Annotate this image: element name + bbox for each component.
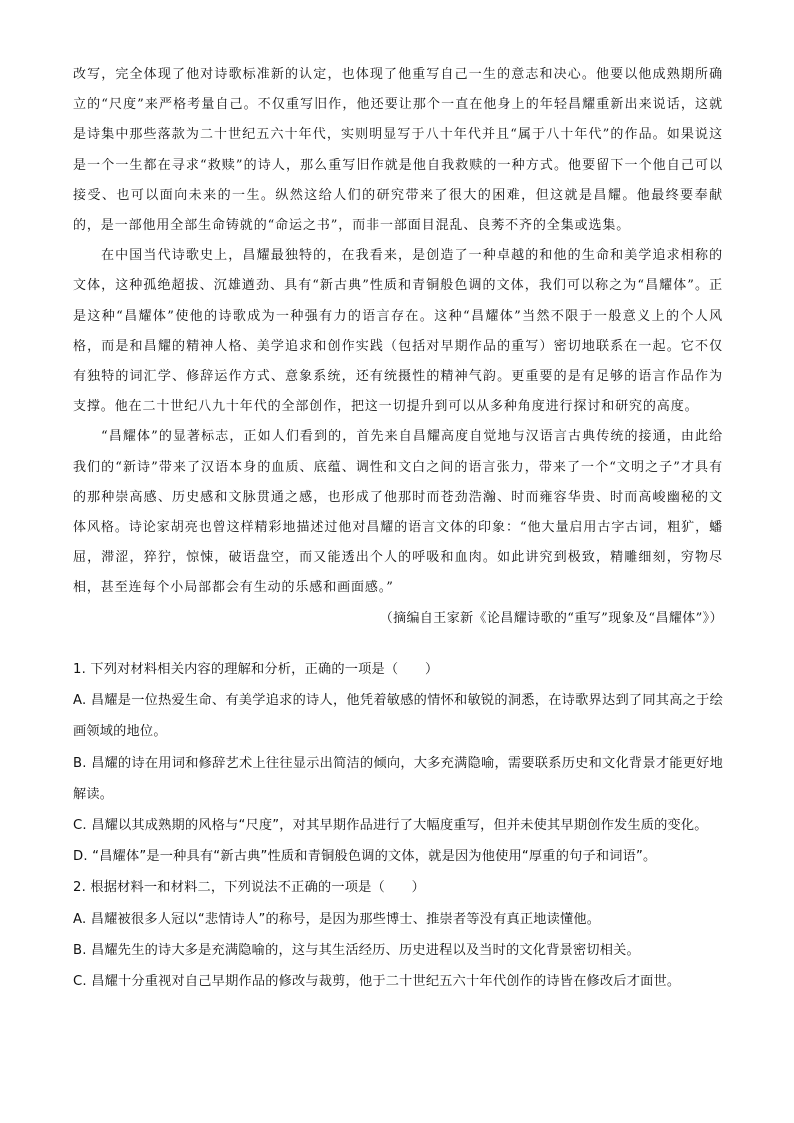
passage-source-citation: （摘编自王家新《论昌耀诗歌的“重写”现象及“昌耀体”》） [379, 610, 723, 626]
passage-paragraph-1: 改写，完全体现了他对诗歌标准新的认定，也体现了他重写自己一生的意志和决心。他要以他成熟期所确立的“尺度”来严格考量自己。不仅重写旧作，他还要让那个一直在他身上的年轻昌耀重新出来说话，这就是诗集中那些落款为二十世纪五六十年代，实则明显写于八十年代并且“属于八十年代”的作品。如果说这是一个一生都在寻求“救赎”的诗人，那么重写旧作就是他自我救赎的一种方式。他要留下一个他自己可以接受、也可以面向未来的一生。纵然这给人们的研究带来了很大的困难，但这就是昌耀。他最终要奉献的，是一部他用全部生命铸就的“命运之书”，而非一部面目混乱、良莠不齐的全集或选集。 [73, 67, 723, 234]
question-1-option-c: C. 昌耀以其成熟期的风格与“尺度”，对其早期作品进行了大幅度重写，但并未使其早期创作发生质的变化。 [73, 818, 708, 834]
question-1-stem: 1. 下列对材料相关内容的理解和分析，正确的一项是（ ） [73, 662, 439, 677]
question-1-option-a: A. 昌耀是一位热爱生命、有美学追求的诗人，他凭着敏感的情怀和敏锐的洞悉，在诗歌界达到了同其高之于绘画领域的地位。 [73, 693, 723, 740]
question-2-option-a: A. 昌耀被很多人冠以“悲情诗人”的称号，是因为那些博士、推崇者等没有真正地读懂他。 [73, 911, 601, 927]
question-section [73, 654, 723, 997]
passage-paragraph-3: “昌耀体”的显著标志，正如人们看到的，首先来自昌耀高度自觉地与汉语言古典传统的接通，由此给我们的“新诗”带来了汉语本身的血质、底蕴、调性和文白之间的语言张力，带来了一个“文明之子”才具有的那种崇高感、历史感和文脉贯通之感，也形成了他那时而苍劲浩瀚、时而雍容华贵、时而高峻幽秘的文体风格。诗论家胡亮也曾这样精彩地描述过他对昌耀的语言文体的印象：“他大量启用古字古词，粗犷，蟠屈，滞涩，猝狞，惊悚，破语盘空，而又能透出个人的呼吸和血肉。如此讲究到极致，精雕细刻，穷物尽相，甚至连每个小局部都会有生动的乐感和画面感。” [73, 429, 723, 596]
reading-passage [73, 60, 723, 634]
question-1-option-d: D. “昌耀体”是一种具有“新古典”性质和青铜般色调的文体，就是因为他使用“厚重的句子和词语”。 [73, 849, 657, 865]
question-1-option-b: B. 昌耀的诗在用词和修辞艺术上往往显示出简洁的倾向，大多充满隐喻，需要联系历史和文化背景才能更好地解读。 [73, 755, 723, 802]
question-2-stem: 2. 根据材料一和材料二，下列说法不正确的一项是（ ） [73, 880, 426, 896]
passage-paragraph-2: 在中国当代诗歌史上，昌耀最独特的，在我看来，是创造了一种卓越的和他的生命和美学追求相称的文体，这种孤绝超拔、沉雄遒劲、具有“新古典”性质和青铜般色调的文体，我们可以称之为“昌耀体”。正是这种“昌耀体”使他的诗歌成为一种强有力的语言存在。这种“昌耀体”当然不限于一般意义上的个人风格，而是和昌耀的精神人格、美学追求和创作实践（包括对早期作品的重写）密切地联系在一起。它不仅有独特的词汇学、修辞运作方式、意象系统，还有统摄性的精神气韵。更重要的是有足够的语言作品作为支撑。他在二十世纪八九十年代的全部创作，把这一切提升到可以从多种角度进行探讨和研究的高度。 [73, 248, 723, 415]
question-2-option-c: C. 昌耀十分重视对自己早期作品的修改与裁剪，他于二十世纪五六十年代创作的诗皆在修改后才面世。 [73, 974, 681, 990]
question-2-option-b: B. 昌耀先生的诗大多是充满隐喻的，这与其生活经历、历史进程以及当时的文化背景密切相关。 [73, 942, 640, 958]
